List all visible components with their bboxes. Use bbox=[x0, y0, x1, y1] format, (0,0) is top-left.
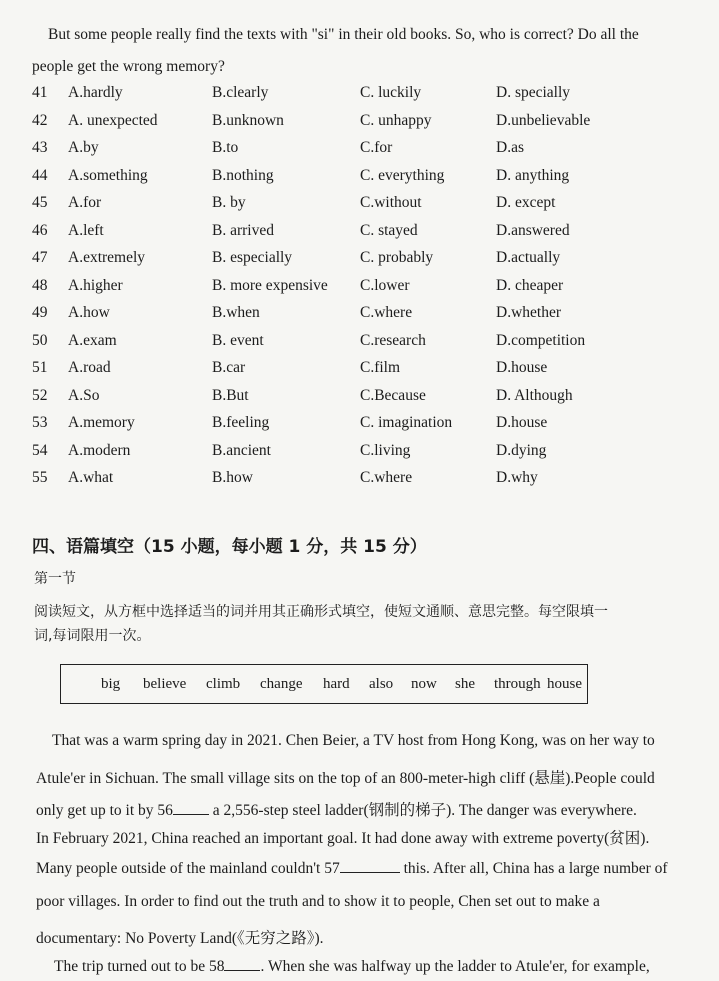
option-b: B.unknown bbox=[212, 111, 284, 129]
passage-line bbox=[36, 798, 676, 820]
option-a: A.for bbox=[68, 194, 102, 211]
word-bank-item: she bbox=[455, 676, 475, 692]
option-b: B.nothing bbox=[212, 166, 274, 184]
option-d: D.why bbox=[496, 469, 538, 486]
option-c: C. probably bbox=[360, 249, 434, 266]
word-bank-item: believe bbox=[143, 676, 187, 692]
option-b: B. especially bbox=[212, 249, 293, 266]
option-b: B.to bbox=[212, 139, 239, 156]
passage-text: The trip turned out to be 58 bbox=[54, 958, 225, 975]
question-number: 54 bbox=[32, 441, 48, 459]
intro-line-1: But some people really find the texts with "si" in their old books. So, who is correct? Do all the bbox=[48, 26, 639, 43]
option-a: A.So bbox=[68, 386, 100, 404]
passage-line bbox=[54, 958, 694, 976]
option-a: A.exam bbox=[68, 331, 117, 349]
option-c: C.living bbox=[360, 441, 411, 459]
option-b: B.feeling bbox=[212, 414, 270, 431]
option-b: B. arrived bbox=[212, 221, 274, 239]
option-a: A.higher bbox=[68, 276, 123, 294]
blank-57[interactable] bbox=[340, 860, 400, 873]
option-a: A.road bbox=[68, 359, 111, 376]
option-a: A. unexpected bbox=[68, 111, 158, 129]
option-a: A.by bbox=[68, 139, 99, 156]
blank-58[interactable] bbox=[224, 958, 260, 971]
word-bank-item: now bbox=[411, 676, 437, 692]
option-b: B.car bbox=[212, 359, 246, 376]
question-number: 47 bbox=[32, 249, 48, 266]
instruction-line-1: 阅读短文，从方框中选择适当的词并用其正确形式填空，使短文通顺、意思完整。每空限填一 bbox=[34, 604, 608, 620]
passage-line bbox=[36, 860, 676, 878]
passage-line: That was a warm spring day in 2021. Chen Beier, a TV host from Hong Kong, was on her way to bbox=[52, 732, 655, 749]
option-d: D. anything bbox=[496, 166, 570, 184]
option-b: B.how bbox=[212, 469, 253, 486]
question-number: 43 bbox=[32, 139, 48, 156]
option-a: A.what bbox=[68, 469, 114, 486]
option-a: A.modern bbox=[68, 441, 131, 459]
passage-line: Atule'er in Sichuan. The small village sits on the top of an 800-meter-high cliff (悬崖).People could bbox=[36, 770, 655, 787]
part-label: 第一节 bbox=[34, 571, 76, 587]
word-bank-item: also bbox=[369, 676, 394, 692]
option-d: D.as bbox=[496, 139, 524, 156]
word-bank-item: big bbox=[101, 676, 121, 692]
option-d: D.unbelievable bbox=[496, 111, 591, 129]
option-a: A.how bbox=[68, 304, 110, 321]
passage-text: this. After all, China has a large number of bbox=[399, 860, 668, 877]
option-a: A.memory bbox=[68, 414, 135, 431]
question-number: 48 bbox=[32, 276, 48, 294]
option-b: B. by bbox=[212, 194, 246, 211]
word-bank-item: hard bbox=[323, 676, 350, 692]
question-number: 46 bbox=[32, 221, 48, 239]
option-b: B.ancient bbox=[212, 441, 271, 459]
passage-text: a 2,556-step steel ladder(钢制的梯子). The danger was everywhere. bbox=[208, 802, 637, 819]
question-number: 51 bbox=[32, 359, 48, 376]
option-b: B.But bbox=[212, 386, 249, 404]
passage-line: In February 2021, China reached an important goal. It had done away with extreme poverty(贫困). bbox=[36, 830, 650, 847]
question-number: 55 bbox=[32, 469, 48, 486]
word-bank-item: change bbox=[260, 676, 303, 692]
passage-line: poor villages. In order to find out the truth and to show it to people, Chen set out to make a bbox=[36, 893, 600, 910]
section-heading: 四、语篇填空（15 小题，每小题 1 分，共 15 分） bbox=[32, 537, 427, 557]
option-d: D. except bbox=[496, 194, 556, 211]
option-c: C.film bbox=[360, 359, 401, 376]
option-c: C.for bbox=[360, 139, 393, 156]
option-b: B.clearly bbox=[212, 84, 269, 101]
word-bank-box bbox=[60, 664, 588, 704]
option-a: A.something bbox=[68, 166, 148, 184]
word-bank-item: house bbox=[547, 676, 582, 692]
blank-56[interactable] bbox=[173, 802, 209, 815]
option-b: B. event bbox=[212, 331, 264, 349]
option-c: C.Because bbox=[360, 386, 426, 404]
option-d: D.answered bbox=[496, 221, 570, 239]
question-number: 49 bbox=[32, 304, 48, 321]
option-c: C. everything bbox=[360, 166, 445, 184]
option-d: D.dying bbox=[496, 441, 547, 459]
option-c: C.where bbox=[360, 469, 413, 486]
question-number: 44 bbox=[32, 166, 48, 184]
option-c: C.without bbox=[360, 194, 422, 211]
word-bank-item: through bbox=[494, 676, 541, 692]
option-c: C. luckily bbox=[360, 84, 422, 101]
option-c: C. unhappy bbox=[360, 111, 432, 129]
word-bank-item: climb bbox=[206, 676, 241, 692]
passage-text: Many people outside of the mainland couldn't 57 bbox=[36, 860, 340, 877]
option-c: C.lower bbox=[360, 276, 410, 294]
option-d: D. Although bbox=[496, 386, 573, 404]
instruction-line-2: 词,每词限用一次。 bbox=[34, 628, 151, 644]
passage-text: . When she was halfway up the ladder to Atule'er, for example, bbox=[260, 958, 650, 975]
question-number: 42 bbox=[32, 111, 48, 129]
passage-line: documentary: No Poverty Land(《无穷之路》). bbox=[36, 930, 324, 947]
question-number: 50 bbox=[32, 331, 48, 349]
option-b: B.when bbox=[212, 304, 260, 321]
intro-line-2: people get the wrong memory? bbox=[32, 58, 225, 75]
question-number: 53 bbox=[32, 414, 48, 431]
option-b: B. more expensive bbox=[212, 276, 328, 294]
option-c: C.research bbox=[360, 331, 426, 349]
option-d: D. cheaper bbox=[496, 276, 564, 294]
option-a: A.hardly bbox=[68, 84, 123, 101]
question-number: 52 bbox=[32, 386, 48, 404]
option-d: D.house bbox=[496, 414, 548, 431]
passage-text: only get up to it by 56 bbox=[36, 802, 173, 819]
option-d: D.actually bbox=[496, 249, 561, 266]
option-d: D. specially bbox=[496, 84, 571, 101]
option-a: A.left bbox=[68, 221, 104, 239]
option-d: D.house bbox=[496, 359, 548, 376]
option-c: C.where bbox=[360, 304, 413, 321]
option-a: A.extremely bbox=[68, 249, 146, 266]
option-c: C. stayed bbox=[360, 221, 418, 239]
option-c: C. imagination bbox=[360, 414, 453, 431]
option-d: D.competition bbox=[496, 331, 586, 349]
question-number: 41 bbox=[32, 84, 48, 101]
option-d: D.whether bbox=[496, 304, 561, 321]
question-number: 45 bbox=[32, 194, 48, 211]
